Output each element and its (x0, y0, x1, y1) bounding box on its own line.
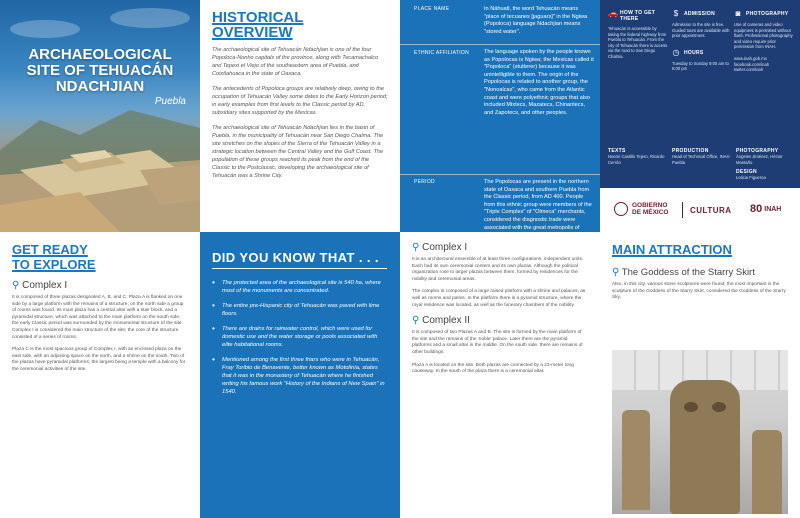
section-heading (612, 267, 788, 278)
hours-title: HOURS (684, 49, 704, 56)
seal-icon (614, 202, 628, 216)
overview-title-line: HISTORICAL (212, 9, 304, 26)
overview-paragraph: The archaeological site of Tehuacán Ndachjian is one of the four Popoloca-Nonho capitals of the province, along with Tecamachalco and Tepexi el Viejo of the southeastern area of Puebla, and Coixtlahuaca in the state of Oaxaca. (212, 47, 379, 77)
overview-paragraph: The antecedents of Popoloca groups are relatively deep, owing to the occupation of Tehuacán Valley some dates to the Early Horizon period; in early examples from first levels to the Classic period by AD, subsidiary sites supported by the Mexicas. (212, 86, 388, 116)
attraction-title: MAIN ATTRACTION (612, 242, 732, 257)
attraction-text: Also, in this city, various stone sculptures were found; the most important is the sculpture of the Goddess of the Starry Skirt, considered the Goddess of the Starry Sky. (612, 282, 786, 301)
credit-title: DESIGN (736, 169, 757, 176)
cover-title-line: ARCHAEOLOGICAL (28, 46, 172, 63)
overview-paragraph: The archaeological site of Tehuacán Ndachjian lies in the basin of Puebla, in the municipality of Tehuacán near San Diego Chalma. The site stretches on the slopes of the Sierra of the Tehuacán Valley in a strategic location between the Central Valley and the Gulf Coast. The population of these groups reached its peak from the end of the Classic to the Postclassic, developing the archaeological site of Tehuacán was a Shrine City. (212, 125, 384, 179)
facts-row (400, 44, 600, 172)
site-facts-table (400, 0, 600, 232)
facts-row-label: PERIOD (414, 179, 435, 185)
fact-item: • Mentioned among the first three friars who were in Tehuacán, Fray Toribio de Benavente, better known as Motolinía, states that it was in the monastery of Tehuacán where he finished writing his famous work "History of the Indians of New Spain" in 1540. (212, 356, 388, 396)
dollar-icon: $ (673, 9, 679, 18)
get-ready-panel (0, 232, 200, 518)
explore-paragraph: It is composed of three plazas designated A, B, and C. Plaza A is flanked on one side by a large platform with the remains of a structure; on the north side a group of rooms was found. Its main plaza has a central altar with a stair block, and a pyramidal structure, which was attached to the main platform on the south side, the early Classic period was surrounded by the monumental structure of the site. Complex I is considered the main structure of the site; the core of the structure consisted of a series of rooms. (12, 295, 184, 340)
hours-text: Tuesday to Sunday 9:00 am to 5:00 pm (672, 60, 729, 72)
main-attraction-panel (600, 232, 800, 518)
cover-subtitle: Puebla (154, 96, 186, 107)
attraction-subtitle: The Goddess of the Starry Skirt (621, 267, 755, 278)
map-pin-icon: ⚲ (412, 242, 420, 253)
title-rule (212, 268, 387, 269)
map-pin-icon: ⚲ (612, 267, 620, 278)
map-pin-icon: ⚲ (412, 315, 420, 327)
section-heading-text: Complex II (422, 315, 470, 327)
fact-item: • There are drains for rainwater control, which were used for domestic use and the water storage or pools associated with elite habitational rooms. (212, 325, 388, 349)
sculpture-photo (612, 350, 788, 514)
car-icon: 🚗 (608, 9, 618, 18)
facts-row-label: PLACE NAME (414, 6, 450, 12)
logo-divider (682, 202, 683, 218)
sculpture-eye (684, 402, 698, 412)
credit-title: TEXTS (608, 148, 626, 154)
explore-title-line: GET READY (12, 242, 88, 257)
gobierno-logo-text: GOBIERNO DE MÉXICO (632, 202, 669, 216)
how-to-get-block (608, 10, 668, 60)
logo-bar (600, 188, 800, 232)
cover-title-line: SITE OF TEHUACÁN (26, 62, 174, 79)
map-pin-icon: ⚲ (12, 280, 20, 291)
facts-row-text: The language spoken by the people known as Popolocas is Ngiwa; the Mexicas called it "Popoloca" (stutterer) because it was unintelligible to them. The origin of the Popolocas is related to another group, the "Nonoalcas", who came from the Atlantic coast and were polyethnic groups that also included Mixtecs, Mazatecs, Chinantecs, and Zapotecs, and other peoples. (484, 49, 594, 116)
sculpture-figure (670, 380, 740, 514)
complexes-panel (400, 232, 600, 518)
ruins-illustration (0, 0, 200, 232)
how-to-get-text: Tehuacán is accessible by taking the federal highway from Puebla to Tehuacán. From the city of Tehuacán there is access via the road to San Diego Chalma. (608, 26, 668, 59)
credit-text: Ángeles Jiménez, Héctor Montaño (736, 154, 783, 165)
overview-title-line: OVERVIEW (212, 24, 293, 41)
credit-item (736, 148, 794, 181)
cover-photo-panel (0, 0, 200, 232)
fact-item: • The entire pre-Hispanic city of Tehuacán was paved with lime floors. (212, 302, 388, 318)
clock-icon: ◷ (672, 47, 680, 57)
inah-logo-text: INAH (764, 205, 782, 213)
how-to-get-title: HOW TO GET THERE (620, 10, 656, 22)
gobierno-logo (614, 202, 672, 216)
photography-block (734, 10, 794, 73)
explore-paragraph: Plaza C is the most spacious group of Complex I, with an enclosed plaza on the east side, with an adjoining space on the north, and a shrine on the south. Two of the plazas have pyramidal platforms; the largest being a temple with a balcony for the ceremonial activities of the site. (12, 347, 186, 372)
did-you-know-panel (200, 232, 400, 518)
credit-text: Head of Technical Office, INAH Puebla (672, 154, 730, 165)
facts-row (400, 174, 600, 232)
visitor-info-panel (600, 0, 800, 232)
section-heading (412, 242, 588, 253)
fact-item: • The protected area of the archaeological site is 540 ha, where most of the monuments are concentrated. (212, 279, 388, 295)
admission-title: ADMISSION (684, 11, 716, 17)
historical-overview-panel (200, 0, 400, 232)
credit-item (672, 148, 730, 181)
section-heading (12, 280, 188, 291)
cover-title (0, 47, 200, 95)
facts-row-label: ETHNIC AFFILIATION (414, 50, 470, 56)
sculpture-figure (622, 410, 650, 510)
did-you-know-title: DID YOU KNOW THAT . . . (212, 250, 379, 265)
photography-text: Use of cameras and video equipment is permitted without flash. Professional photography and video require prior permission from INAH. (734, 22, 793, 50)
inah-logo (750, 203, 781, 215)
facts-list (212, 279, 388, 396)
credit-item (608, 148, 666, 181)
overview-title (212, 10, 388, 40)
credit-title: PRODUCTION (672, 148, 709, 154)
inah-80-icon: 80 (750, 203, 763, 215)
explore-title (12, 242, 188, 272)
sculpture-figure (752, 430, 782, 514)
facts-row-text: In Náhuatl, the word Tehuacán means "place of tecuanes [jaguars]" in the Ngiwa (Popoloca) language Ndachjian means "stored water". (484, 6, 588, 35)
admission-block (672, 10, 730, 72)
section-heading-text: Complex I (422, 242, 468, 253)
complex-paragraph: The complex is composed of a large raised platform with a shrine and palaces, as well as rooms and patios. In the platform there is a pyramid structure, where the royal residence was located, as well as the funerary chambers of the nobility. (412, 289, 586, 308)
section-heading (412, 315, 588, 326)
admission-text: Admission to the site is free. Guided tours are available with prior appointment. (672, 22, 730, 39)
facts-row (400, 2, 600, 44)
complex-paragraph: It is an architectural ensemble of at least three configurations, independent units. Each had its own ceremonial centers and its own plazas. Although the political organization rose to larger plazas between them, formed by residences for the nobility and ceremonial areas. (412, 257, 584, 282)
facts-row-text: The Popolocas are present in the northern state of Oaxaca and southern Puebla from the Classic period, from AD 400. People from this ethnic group were members of the "Triple Complex" of "Olmeca" merchants, considered the diagnostic trade were associated with the great metropolis of (484, 179, 592, 231)
photography-title: PHOTOGRAPHY (746, 11, 789, 17)
cultura-logo-text: CULTURA (690, 206, 732, 215)
cover-title-line: NDACHJIAN (55, 78, 145, 95)
credit-text: Noemí Castillo Tejero, Ricardo Cerrón (608, 154, 665, 165)
contact-text[interactable]: www.inah.gob.mx facebook.com/inah twitter.com/inah (734, 55, 770, 73)
explore-title-line: TO EXPLORE (12, 257, 96, 272)
credit-text: Leticia Figueroa (736, 175, 766, 181)
complex-paragraph: Plaza A is located on the site. Both plazas are connected by a 23-meter long causeway. In the south of the plaza there is a ceremonial altar. (412, 362, 574, 375)
sculpture-eye (712, 402, 726, 412)
section-heading-text: Complex I (22, 280, 68, 291)
camera-icon: ◙ (735, 9, 741, 18)
complex-paragraph: It is composed of two Plazas A and B. The site is formed by the main platform of the site and the remains of the 'noble' palace. Later there are the pyramid platforms and a small altar in the middle. On the south side, there are remains of other buildings. (412, 330, 583, 355)
credits-grid (608, 148, 794, 181)
credit-title: PHOTOGRAPHY (736, 148, 779, 154)
